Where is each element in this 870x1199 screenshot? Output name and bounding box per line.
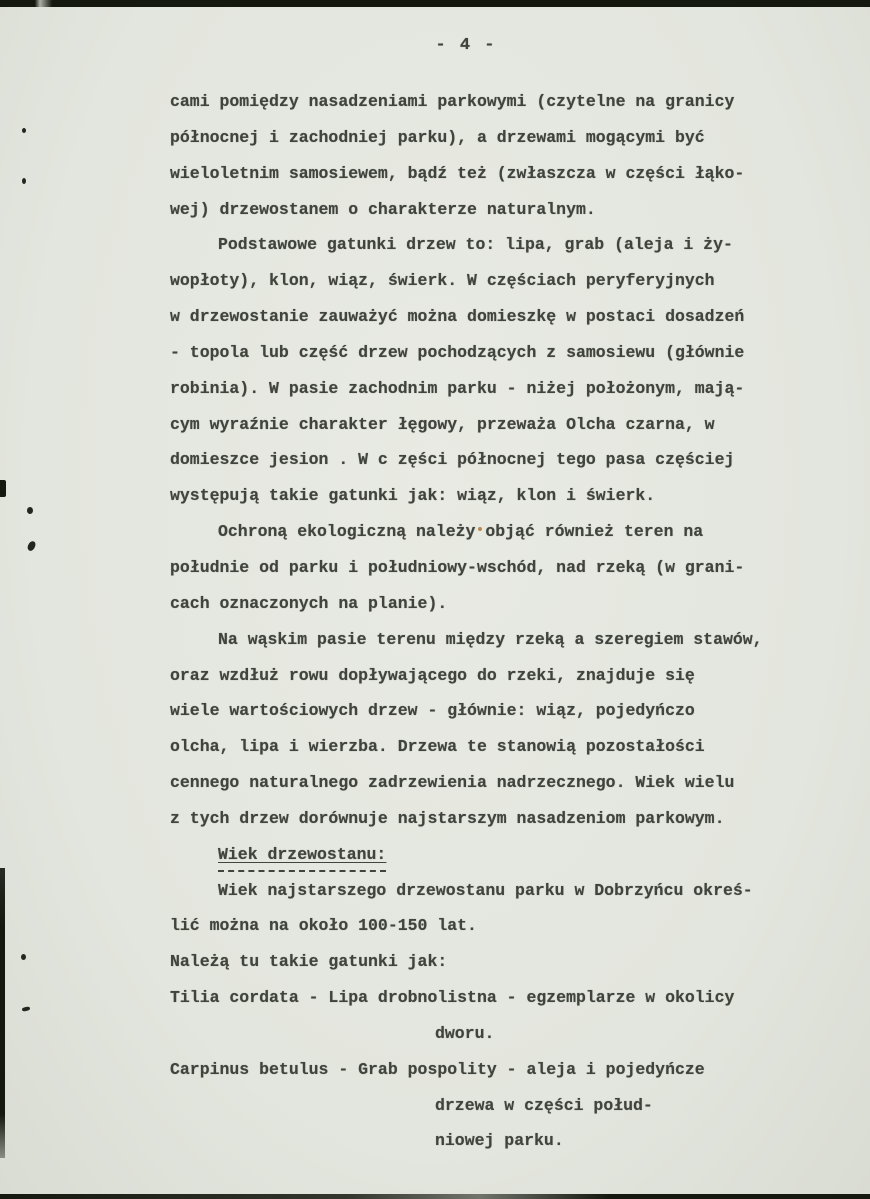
section-heading: Wiek drzewostanu:	[218, 844, 386, 872]
scan-edge-left-mark	[0, 480, 6, 497]
paper-speck	[22, 1006, 31, 1012]
text-line: Ochroną ekologiczną należy objąć również teren na	[218, 522, 704, 542]
paper-speck	[22, 128, 26, 133]
text-line: oraz wzdłuż rowu dopływającego do rzeki, znajduje się	[170, 665, 695, 685]
text-line: wej) drzewostanem o charakterze naturalnym.	[170, 199, 596, 219]
scan-edge-left-strip	[0, 868, 5, 1158]
text-line: robinia). W pasie zachodnim parku - niżej położonym, mają-	[170, 378, 745, 398]
text-line: w drzewostanie zauważyć można domieszkę w postaci dosadzeń	[170, 307, 745, 327]
text-line: olcha, lipa i wierzba. Drzewa te stanowią pozostałości	[170, 737, 705, 757]
page-number: - 4 -	[435, 36, 497, 55]
section-heading-line	[170, 837, 770, 873]
text-line: występują takie gatunki jak: wiąz, klon i świerk.	[170, 486, 656, 506]
text-line: Należą tu takie gatunki jak:	[170, 952, 448, 972]
text-line: - topola lub część drzew pochodzących z samosiewu (głównie	[170, 342, 745, 362]
paper-speck	[27, 540, 37, 552]
text-line: cennego naturalnego zadrzewienia nadrzecznego. Wiek wielu	[170, 773, 735, 793]
text-line: Na wąskim pasie terenu między rzeką a szeregiem stawów,	[218, 629, 763, 649]
text-line: cym wyraźnie charakter łęgowy, przeważa Olcha czarna, w	[170, 414, 715, 434]
text-line: Podstawowe gatunki drzew to: lipa, grab (aleja i ży-	[218, 235, 733, 255]
text-line: wopłoty), klon, wiąz, świerk. W częściach peryferyjnych	[170, 271, 715, 291]
text-line: cami pomiędzy nasadzeniami parkowymi (czytelne na granicy	[170, 92, 735, 111]
scan-edge-top	[0, 0, 870, 7]
typewritten-text-block	[170, 84, 770, 1159]
paper-speck	[27, 507, 33, 514]
text-line: drzewa w części połud-	[435, 1095, 653, 1115]
text-line: północnej i zachodniej parku), a drzewami mogącymi być	[170, 127, 705, 147]
text-line: lić można na około 100-150 lat.	[170, 916, 477, 936]
text-line: z tych drzew dorównuje najstarszym nasadzeniom parkowym.	[170, 808, 725, 828]
text-line: wieloletnim samosiewem, bądź też (zwłaszcza w części łąko-	[170, 163, 745, 183]
text-line: południe od parku i południowy-wschód, nad rzeką (w grani-	[170, 557, 745, 577]
text-line: Carpinus betulus - Grab pospolity - aleja i pojedyńcze	[170, 1059, 705, 1079]
text-line: Wiek najstarszego drzewostanu parku w Dobrzyńcu okreś-	[218, 880, 753, 900]
text-line: dworu.	[435, 1023, 495, 1043]
paper-speck	[21, 954, 26, 960]
text-line: wiele wartościowych drzew - głównie: wiąz, pojedyńczo	[170, 701, 695, 721]
text-line: niowej parku.	[435, 1131, 564, 1151]
text-line: domieszce jesion . W c zęści północnej tego pasa częściej	[170, 450, 735, 470]
text-line: Tilia cordata - Lipa drobnolistna - egzemplarze w okolicy	[170, 988, 735, 1008]
scan-edge-bottom	[0, 1194, 870, 1199]
paper-speck	[22, 178, 26, 184]
text-line: cach oznaczonych na planie).	[170, 593, 448, 613]
